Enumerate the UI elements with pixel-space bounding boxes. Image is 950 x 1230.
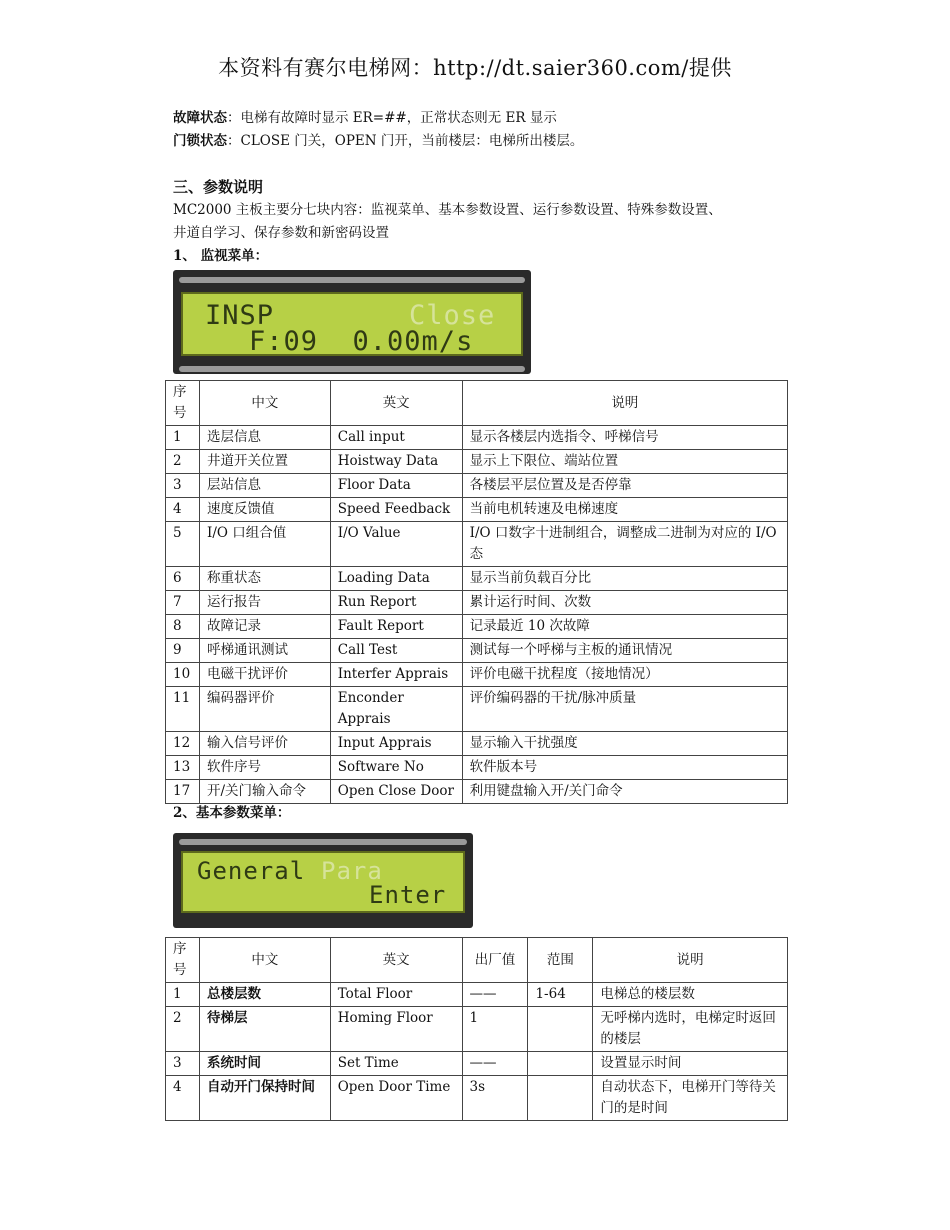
table-cell: 3s	[462, 1076, 528, 1121]
table-row	[166, 756, 788, 780]
table-cell: 12	[166, 732, 200, 756]
table-cell: 显示当前负载百分比	[462, 567, 787, 591]
general-param-lcd-photo	[173, 833, 473, 928]
header2-seq: 序号	[166, 938, 200, 983]
table-cell: 系统时间	[199, 1052, 330, 1076]
table-cell: 6	[166, 567, 200, 591]
table-cell: 无呼梯内选时，电梯定时返回的楼层	[593, 1007, 788, 1052]
table-row	[166, 732, 788, 756]
fault-status-text: ：电梯有故障时显示 ER=##，正常状态则无 ER 显示	[227, 110, 557, 126]
door-status-label: 门锁状态	[173, 133, 227, 149]
table-cell: 总楼层数	[199, 983, 330, 1007]
table-row	[166, 1007, 788, 1052]
table-row	[166, 426, 788, 450]
fault-status-line	[173, 107, 557, 130]
lcd2-line1-left: General	[197, 857, 306, 885]
table-cell: 评价电磁干扰程度（接地情况）	[462, 663, 787, 687]
table-row	[166, 1052, 788, 1076]
table-cell: Call Test	[330, 639, 462, 663]
lcd2-line1-right: Para	[321, 857, 383, 885]
table-row	[166, 639, 788, 663]
table-cell: 编码器评价	[199, 687, 330, 732]
lcd2-line2: Enter	[369, 881, 447, 909]
table-cell: I/O 口组合值	[199, 522, 330, 567]
table-cell: 11	[166, 687, 200, 732]
subsection-1-title: 1、 监视菜单：	[173, 248, 269, 264]
table-cell: 2	[166, 450, 200, 474]
section-3-title: 三、参数说明	[173, 178, 264, 196]
lcd-frame-bar-top	[179, 277, 525, 283]
table-cell: Fault Report	[330, 615, 462, 639]
table-cell: 速度反馈值	[199, 498, 330, 522]
table-cell: Enconder Apprais	[330, 687, 462, 732]
header2-english: 英文	[330, 938, 462, 983]
table-row	[166, 522, 788, 567]
table-cell: 输入信号评价	[199, 732, 330, 756]
table-cell: Speed Feedback	[330, 498, 462, 522]
table-row	[166, 663, 788, 687]
door-status-text: ：CLOSE 门关，OPEN 门开，当前楼层：电梯所出楼层。	[227, 133, 584, 149]
table-cell: Software No	[330, 756, 462, 780]
lcd-line1-left: INSP	[205, 300, 275, 331]
header2-range: 范围	[528, 938, 593, 983]
document-header: 本资料有赛尔电梯网：http://dt.saier360.com/提供	[218, 56, 732, 80]
table-cell: 设置显示时间	[593, 1052, 788, 1076]
table-cell: 利用键盘输入开/关门命令	[462, 780, 787, 804]
table-cell: 显示输入干扰强度	[462, 732, 787, 756]
table-cell: I/O 口数字十进制组合，调整成二进制为对应的 I/O 态	[462, 522, 787, 567]
table-cell: 电磁干扰评价	[199, 663, 330, 687]
table-row	[166, 615, 788, 639]
table-cell	[528, 1076, 593, 1121]
table-row	[166, 983, 788, 1007]
table-cell: Set Time	[330, 1052, 462, 1076]
table-cell: 5	[166, 522, 200, 567]
table-cell: 累计运行时间、次数	[462, 591, 787, 615]
header-chinese: 中文	[199, 381, 330, 426]
table-row	[166, 474, 788, 498]
table-cell: ——	[462, 1052, 528, 1076]
table-cell: Input Apprais	[330, 732, 462, 756]
lcd-line1-right: Close	[409, 300, 496, 331]
table-cell	[528, 1052, 593, 1076]
table-cell: 1-64	[528, 983, 593, 1007]
table-cell: 呼梯通讯测试	[199, 639, 330, 663]
lcd2-screen	[181, 851, 465, 913]
table-row	[166, 591, 788, 615]
table-cell: 自动开门保持时间	[199, 1076, 330, 1121]
table-cell: 当前电机转速及电梯速度	[462, 498, 787, 522]
table-cell: ——	[462, 983, 528, 1007]
table-row	[166, 450, 788, 474]
table-cell: 10	[166, 663, 200, 687]
table-cell: Hoistway Data	[330, 450, 462, 474]
monitor-menu-table	[165, 380, 788, 804]
table-cell: 待梯层	[199, 1007, 330, 1052]
header-seq: 序号	[166, 381, 200, 426]
lcd-line2: F:09 0.00m/s	[249, 326, 474, 357]
table-row	[166, 687, 788, 732]
table-header-row	[166, 381, 788, 426]
monitor-lcd-photo	[173, 270, 531, 374]
table-cell: 称重状态	[199, 567, 330, 591]
table-row	[166, 567, 788, 591]
table-cell: 1	[462, 1007, 528, 1052]
table-cell: 显示各楼层内选指令、呼梯信号	[462, 426, 787, 450]
table-cell: 自动状态下，电梯开门等待关门的是时间	[593, 1076, 788, 1121]
basic-param-table	[165, 937, 788, 1121]
table-cell: Floor Data	[330, 474, 462, 498]
table-cell: Interfer Apprais	[330, 663, 462, 687]
section-3-intro-line-1: MC2000 主板主要分七块内容：监视菜单、基本参数设置、运行参数设置、特殊参数设置、	[173, 202, 722, 218]
table-cell: 1	[166, 983, 200, 1007]
header2-default: 出厂值	[462, 938, 528, 983]
table-cell: 显示上下限位、端站位置	[462, 450, 787, 474]
table-cell: 测试每一个呼梯与主板的通讯情况	[462, 639, 787, 663]
table-cell: 记录最近 10 次故障	[462, 615, 787, 639]
table-row	[166, 780, 788, 804]
table-cell: 故障记录	[199, 615, 330, 639]
table-cell: I/O Value	[330, 522, 462, 567]
header-description: 说明	[462, 381, 787, 426]
table-cell: Homing Floor	[330, 1007, 462, 1052]
lcd-screen	[181, 292, 523, 356]
table2-header-row	[166, 938, 788, 983]
table-cell: 13	[166, 756, 200, 780]
lcd2-frame-bar-top	[179, 839, 467, 845]
table-row	[166, 498, 788, 522]
header2-chinese: 中文	[199, 938, 330, 983]
table-cell: 3	[166, 474, 200, 498]
section-3-intro-line-2: 井道自学习、保存参数和新密码设置	[173, 225, 389, 241]
table-cell: 评价编码器的干扰/脉冲质量	[462, 687, 787, 732]
table-cell: Open Door Time	[330, 1076, 462, 1121]
table-cell: 1	[166, 426, 200, 450]
table-row	[166, 1076, 788, 1121]
fault-status-label: 故障状态	[173, 110, 227, 126]
door-status-line	[173, 130, 583, 153]
table-cell: 2	[166, 1007, 200, 1052]
table-cell: 9	[166, 639, 200, 663]
lcd-frame-bar-bottom	[179, 366, 525, 372]
table-cell: 各楼层平层位置及是否停靠	[462, 474, 787, 498]
table-cell: 3	[166, 1052, 200, 1076]
table-cell: 运行报告	[199, 591, 330, 615]
table-cell: 8	[166, 615, 200, 639]
header2-description: 说明	[593, 938, 788, 983]
table-cell: 选层信息	[199, 426, 330, 450]
table-cell: 7	[166, 591, 200, 615]
table-cell: 开/关门输入命令	[199, 780, 330, 804]
table-cell: Total Floor	[330, 983, 462, 1007]
table-cell: Open Close Door	[330, 780, 462, 804]
table-cell	[528, 1007, 593, 1052]
table-cell: 4	[166, 1076, 200, 1121]
header-english: 英文	[330, 381, 462, 426]
table-cell: 层站信息	[199, 474, 330, 498]
subsection-2-title: 2、基本参数菜单：	[173, 805, 291, 821]
table-cell: Run Report	[330, 591, 462, 615]
table-cell: 电梯总的楼层数	[593, 983, 788, 1007]
table-cell: 17	[166, 780, 200, 804]
table-cell: Loading Data	[330, 567, 462, 591]
table-cell: 软件序号	[199, 756, 330, 780]
table-cell: 4	[166, 498, 200, 522]
table-cell: Call input	[330, 426, 462, 450]
table-cell: 软件版本号	[462, 756, 787, 780]
table-cell: 井道开关位置	[199, 450, 330, 474]
